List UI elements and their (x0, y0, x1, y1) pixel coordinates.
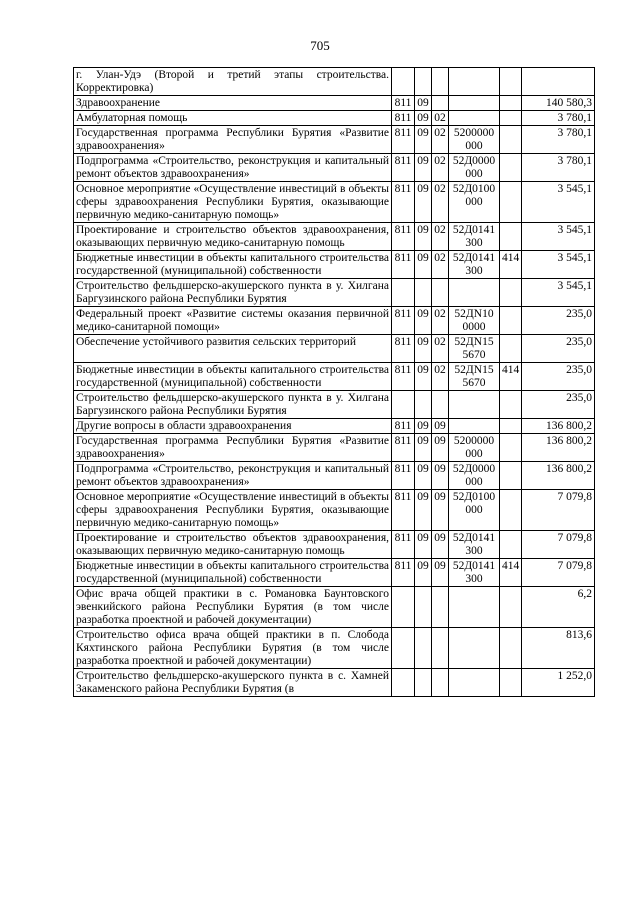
row-target-article-cell (449, 559, 500, 587)
target-article-line: 52Д0100 (452, 491, 496, 503)
table-row (74, 434, 595, 462)
row-expense-type-cell: 414 (500, 363, 522, 391)
row-expense-type-cell (500, 419, 522, 434)
table-row (74, 462, 595, 490)
row-target-article-cell (449, 363, 500, 391)
row-target-article-cell (449, 154, 500, 182)
table-row (74, 531, 595, 559)
row-grbs-cell (392, 391, 415, 419)
row-subsection-cell (432, 96, 449, 111)
row-target-article-cell (449, 251, 500, 279)
row-target-article-cell (449, 96, 500, 111)
row-subsection-cell: 02 (432, 335, 449, 363)
row-amount-cell: 235,0 (522, 363, 595, 391)
target-article-line: 52Д0141 (452, 560, 496, 572)
row-grbs-cell: 811 (392, 223, 415, 251)
row-section-cell: 09 (415, 531, 432, 559)
table-row (74, 111, 595, 126)
table-row (74, 669, 595, 697)
table-row (74, 490, 595, 531)
row-grbs-cell: 811 (392, 251, 415, 279)
row-amount-cell: 136 800,2 (522, 462, 595, 490)
target-article-line: 5200000 (453, 435, 495, 447)
row-expense-type-cell (500, 307, 522, 335)
table-row (74, 154, 595, 182)
row-target-article-cell (449, 628, 500, 669)
row-name-cell: Обеспечение устойчивого развития сельских территорий (74, 335, 392, 363)
row-section-cell: 09 (415, 154, 432, 182)
row-expense-type-cell (500, 462, 522, 490)
row-target-article-cell (449, 462, 500, 490)
row-name-cell: Подпрограмма «Строительство, реконструкция и капитальный ремонт объектов здравоохранения» (74, 154, 392, 182)
target-article-line: 300 (465, 265, 483, 277)
page-number: 705 (310, 38, 330, 53)
row-expense-type-cell (500, 111, 522, 126)
row-section-cell (415, 628, 432, 669)
row-name-cell: Федеральный проект «Развитие системы оказания первичной медико-санитарной помощи» (74, 307, 392, 335)
target-article-line: 000 (465, 140, 483, 152)
table-row (74, 68, 595, 96)
table-row (74, 223, 595, 251)
target-article-line: 52ДN15 (454, 364, 494, 376)
row-subsection-cell: 02 (432, 126, 449, 154)
row-section-cell: 09 (415, 182, 432, 223)
row-section-cell (415, 279, 432, 307)
row-subsection-cell: 02 (432, 111, 449, 126)
row-amount-cell: 7 079,8 (522, 531, 595, 559)
target-article-line: 300 (465, 545, 483, 557)
row-amount-cell: 136 800,2 (522, 434, 595, 462)
row-subsection-cell (432, 68, 449, 96)
row-grbs-cell: 811 (392, 490, 415, 531)
row-grbs-cell: 811 (392, 462, 415, 490)
row-subsection-cell: 02 (432, 223, 449, 251)
row-amount-cell: 136 800,2 (522, 419, 595, 434)
target-article-line: 000 (465, 504, 483, 516)
row-name-cell: Бюджетные инвестиции в объекты капитального строительства государственной (муниципальной) собственности (74, 559, 392, 587)
row-target-article-cell (449, 182, 500, 223)
row-expense-type-cell (500, 68, 522, 96)
target-article-line: 000 (465, 168, 483, 180)
row-amount-cell: 3 780,1 (522, 154, 595, 182)
row-target-article-cell (449, 669, 500, 697)
row-subsection-cell: 09 (432, 490, 449, 531)
row-amount-cell: 3 780,1 (522, 126, 595, 154)
row-expense-type-cell (500, 628, 522, 669)
row-expense-type-cell (500, 96, 522, 111)
row-amount-cell: 1 252,0 (522, 669, 595, 697)
row-amount-cell: 3 780,1 (522, 111, 595, 126)
row-grbs-cell: 811 (392, 126, 415, 154)
row-expense-type-cell (500, 223, 522, 251)
target-article-line: 52ДN15 (454, 336, 494, 348)
table-row (74, 182, 595, 223)
row-section-cell: 09 (415, 251, 432, 279)
target-article-line: 5670 (462, 377, 486, 389)
row-section-cell (415, 391, 432, 419)
target-article-line: 52ДN10 (454, 308, 494, 320)
table-row (74, 587, 595, 628)
target-article-line: 5200000 (453, 127, 495, 139)
target-article-line: 300 (465, 573, 483, 585)
row-name-cell: Другие вопросы в области здравоохранения (74, 419, 392, 434)
row-amount-cell: 235,0 (522, 307, 595, 335)
row-grbs-cell: 811 (392, 111, 415, 126)
row-amount-cell: 235,0 (522, 391, 595, 419)
row-target-article-cell (449, 434, 500, 462)
row-target-article-cell (449, 223, 500, 251)
row-expense-type-cell: 414 (500, 251, 522, 279)
row-subsection-cell: 09 (432, 462, 449, 490)
target-article-line: 52Д0141 (452, 532, 496, 544)
row-grbs-cell: 811 (392, 419, 415, 434)
table-row (74, 126, 595, 154)
table-row (74, 279, 595, 307)
row-target-article-cell (449, 111, 500, 126)
target-article-line: 52Д0100 (452, 183, 496, 195)
row-amount-cell: 7 079,8 (522, 490, 595, 531)
row-amount-cell: 235,0 (522, 335, 595, 363)
row-subsection-cell (432, 391, 449, 419)
table-row (74, 391, 595, 419)
row-subsection-cell: 02 (432, 307, 449, 335)
row-target-article-cell (449, 531, 500, 559)
row-name-cell: Офис врача общей практики в с. Романовка Баунтовского эвенкийского района Республики Бурятия (в том числе разработка проектной и рабочей документации) (74, 587, 392, 628)
row-name-cell: Государственная программа Республики Бурятия «Развитие здравоохранения» (74, 126, 392, 154)
row-grbs-cell: 811 (392, 531, 415, 559)
row-name-cell: Амбулаторная помощь (74, 111, 392, 126)
table-row (74, 628, 595, 669)
target-article-line: 000 (465, 476, 483, 488)
row-grbs-cell (392, 628, 415, 669)
row-section-cell: 09 (415, 559, 432, 587)
row-expense-type-cell (500, 279, 522, 307)
row-target-article-cell (449, 419, 500, 434)
row-target-article-cell (449, 490, 500, 531)
row-subsection-cell: 02 (432, 154, 449, 182)
row-section-cell: 09 (415, 126, 432, 154)
row-expense-type-cell (500, 335, 522, 363)
row-expense-type-cell (500, 126, 522, 154)
target-article-line: 000 (465, 196, 483, 208)
row-grbs-cell: 811 (392, 154, 415, 182)
row-subsection-cell (432, 669, 449, 697)
row-expense-type-cell (500, 587, 522, 628)
row-amount-cell: 3 545,1 (522, 223, 595, 251)
row-target-article-cell (449, 307, 500, 335)
table-row (74, 559, 595, 587)
row-grbs-cell: 811 (392, 96, 415, 111)
row-grbs-cell: 811 (392, 182, 415, 223)
row-section-cell: 09 (415, 335, 432, 363)
row-target-article-cell (449, 68, 500, 96)
target-article-line: 300 (465, 237, 483, 249)
row-grbs-cell: 811 (392, 363, 415, 391)
row-section-cell: 09 (415, 363, 432, 391)
row-name-cell: Государственная программа Республики Бурятия «Развитие здравоохранения» (74, 434, 392, 462)
row-subsection-cell (432, 587, 449, 628)
row-section-cell (415, 68, 432, 96)
row-grbs-cell (392, 279, 415, 307)
row-section-cell: 09 (415, 307, 432, 335)
row-expense-type-cell (500, 669, 522, 697)
target-article-line: 0000 (462, 321, 486, 333)
table-row (74, 307, 595, 335)
row-name-cell: г. Улан-Удэ (Второй и третий этапы строительства. Корректировка) (74, 68, 392, 96)
row-name-cell: Строительство фельдшерско-акушерского пункта в с. Хамней Закаменского района Республики Бурятия (в (74, 669, 392, 697)
row-section-cell: 09 (415, 96, 432, 111)
table-row (74, 419, 595, 434)
row-expense-type-cell (500, 434, 522, 462)
table-row (74, 251, 595, 279)
budget-table (73, 67, 595, 697)
row-section-cell (415, 669, 432, 697)
row-section-cell: 09 (415, 462, 432, 490)
target-article-line: 000 (465, 448, 483, 460)
row-grbs-cell (392, 587, 415, 628)
row-subsection-cell: 02 (432, 182, 449, 223)
row-section-cell (415, 587, 432, 628)
row-subsection-cell (432, 279, 449, 307)
row-subsection-cell: 09 (432, 434, 449, 462)
row-section-cell: 09 (415, 434, 432, 462)
row-grbs-cell: 811 (392, 335, 415, 363)
row-target-article-cell (449, 279, 500, 307)
row-subsection-cell: 09 (432, 531, 449, 559)
row-amount-cell: 3 545,1 (522, 279, 595, 307)
row-expense-type-cell (500, 490, 522, 531)
row-name-cell: Бюджетные инвестиции в объекты капитального строительства государственной (муниципальной) собственности (74, 363, 392, 391)
row-subsection-cell: 02 (432, 251, 449, 279)
row-target-article-cell (449, 335, 500, 363)
table-row (74, 363, 595, 391)
target-article-line: 52Д0141 (452, 252, 496, 264)
row-amount-cell: 813,6 (522, 628, 595, 669)
row-name-cell: Основное мероприятие «Осуществление инвестиций в объекты сферы здравоохранения Республики Бурятия, оказывающие первичную медико-санитарную помощь» (74, 490, 392, 531)
row-grbs-cell: 811 (392, 559, 415, 587)
table-row (74, 96, 595, 111)
row-amount-cell: 7 079,8 (522, 559, 595, 587)
target-article-line: 52Д0141 (452, 224, 496, 236)
row-name-cell: Строительство фельдшерско-акушерского пункта в у. Хилгана Баргузинского района Республики Бурятия (74, 279, 392, 307)
row-target-article-cell (449, 391, 500, 419)
row-subsection-cell (432, 628, 449, 669)
row-grbs-cell: 811 (392, 307, 415, 335)
row-section-cell: 09 (415, 490, 432, 531)
target-article-line: 52Д0000 (452, 463, 496, 475)
row-target-article-cell (449, 587, 500, 628)
row-grbs-cell (392, 68, 415, 96)
row-subsection-cell: 02 (432, 363, 449, 391)
row-name-cell: Основное мероприятие «Осуществление инвестиций в объекты сферы здравоохранения Республики Бурятия, оказывающие первичную медико-санитарную помощь» (74, 182, 392, 223)
row-amount-cell: 140 580,3 (522, 96, 595, 111)
row-expense-type-cell (500, 531, 522, 559)
row-name-cell: Подпрограмма «Строительство, реконструкция и капитальный ремонт объектов здравоохранения» (74, 462, 392, 490)
row-subsection-cell: 09 (432, 559, 449, 587)
row-name-cell: Бюджетные инвестиции в объекты капитального строительства государственной (муниципальной) собственности (74, 251, 392, 279)
row-amount-cell: 3 545,1 (522, 251, 595, 279)
row-expense-type-cell (500, 154, 522, 182)
row-target-article-cell (449, 126, 500, 154)
row-amount-cell: 6,2 (522, 587, 595, 628)
row-section-cell: 09 (415, 111, 432, 126)
row-expense-type-cell (500, 182, 522, 223)
row-name-cell: Строительство фельдшерско-акушерского пункта в у. Хилгана Баргузинского района Республики Бурятия (74, 391, 392, 419)
row-name-cell: Проектирование и строительство объектов здравоохранения, оказывающих первичную медико-санитарную помощь (74, 531, 392, 559)
row-expense-type-cell: 414 (500, 559, 522, 587)
budget-table-body (74, 68, 595, 697)
row-grbs-cell (392, 669, 415, 697)
table-row (74, 335, 595, 363)
row-name-cell: Здравоохранение (74, 96, 392, 111)
row-subsection-cell: 09 (432, 419, 449, 434)
target-article-line: 5670 (462, 349, 486, 361)
row-amount-cell: 3 545,1 (522, 182, 595, 223)
row-section-cell: 09 (415, 223, 432, 251)
row-section-cell: 09 (415, 419, 432, 434)
row-name-cell: Строительство офиса врача общей практики в п. Слобода Кяхтинского района Республики Бурятия (в том числе разработка проектной и рабочей документации) (74, 628, 392, 669)
row-amount-cell (522, 68, 595, 96)
target-article-line: 52Д0000 (452, 155, 496, 167)
row-expense-type-cell (500, 391, 522, 419)
row-grbs-cell: 811 (392, 434, 415, 462)
row-name-cell: Проектирование и строительство объектов здравоохранения, оказывающих первичную медико-санитарную помощь (74, 223, 392, 251)
